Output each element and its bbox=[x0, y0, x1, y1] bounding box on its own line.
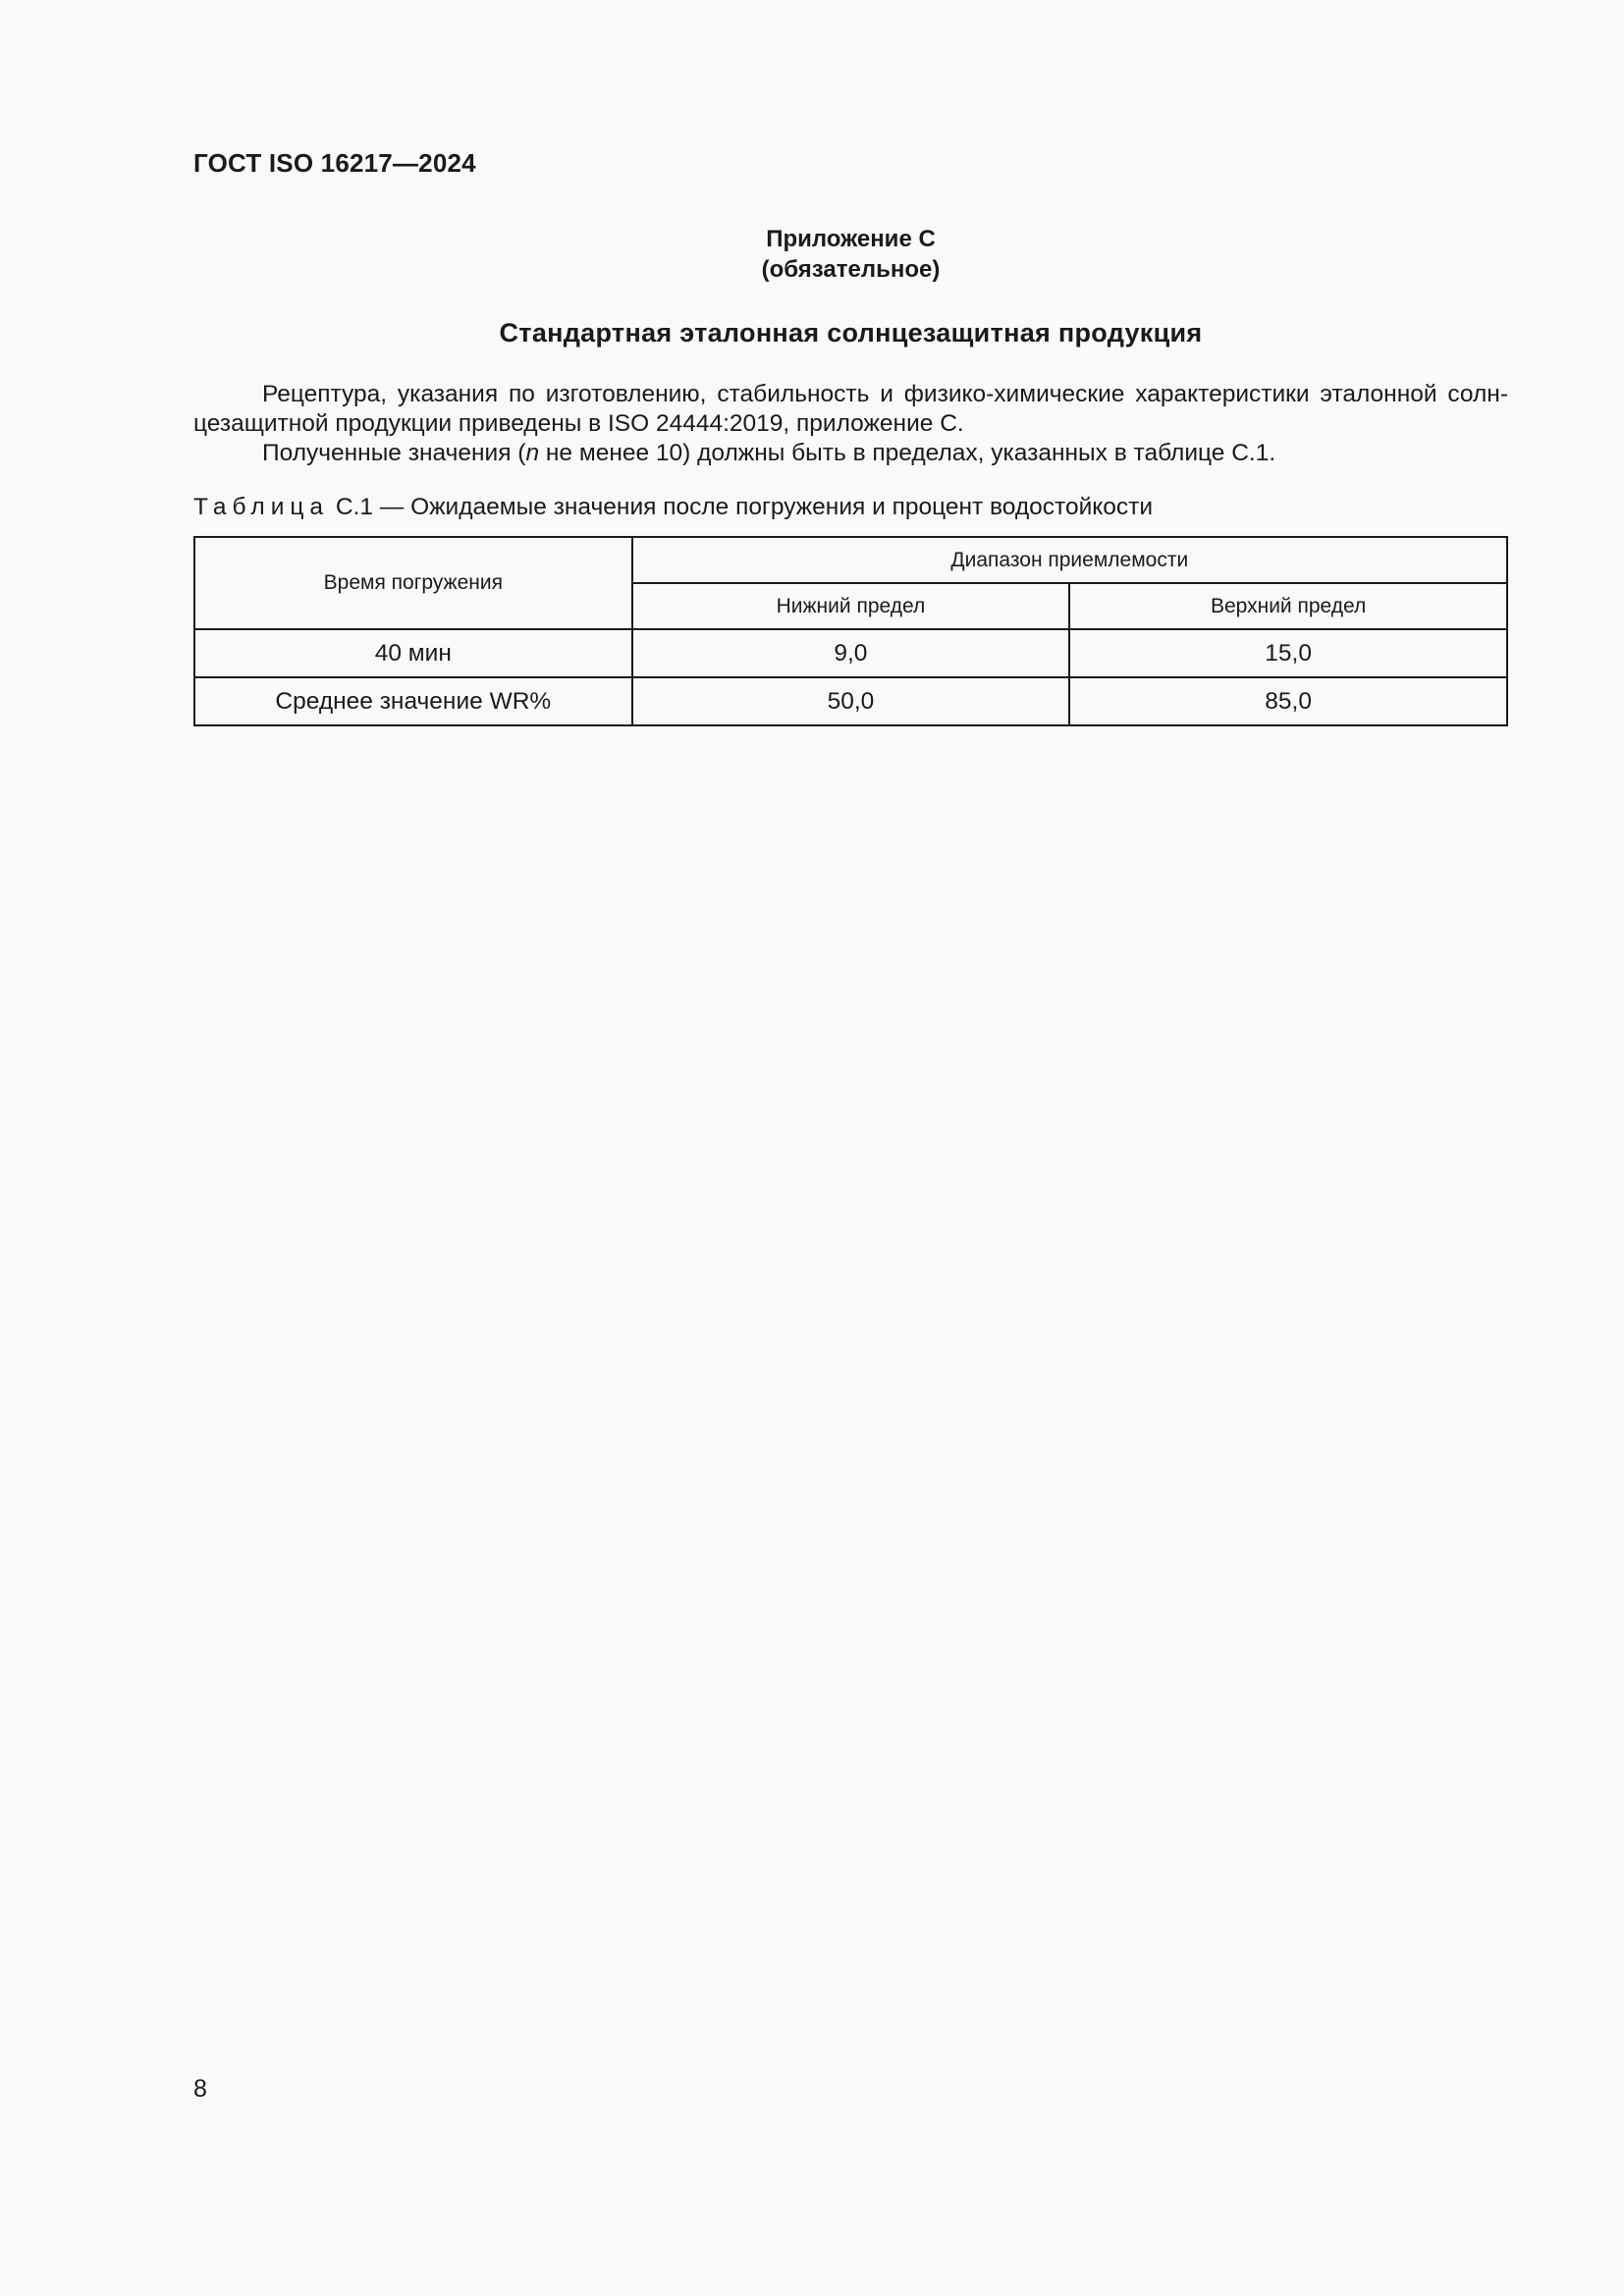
header-acceptance-range: Диапазон приемлемости bbox=[632, 537, 1507, 583]
paragraph-values bbox=[193, 439, 1508, 468]
paragraph-values-variable: n bbox=[525, 440, 540, 466]
acceptance-range-table bbox=[193, 536, 1508, 726]
table-row bbox=[194, 629, 1507, 677]
row-lower-value: 50,0 bbox=[632, 677, 1070, 725]
table-caption-text: С.1 — Ожидаемые значения после погружения и процент водостойкости bbox=[329, 494, 1154, 520]
appendix-title: Стандартная эталонная солнцезащитная продукция bbox=[499, 318, 1203, 347]
row-label: Среднее значение WR% bbox=[194, 677, 632, 725]
document-code-header: ГОСТ ISO 16217—2024 bbox=[193, 148, 476, 178]
paragraph-formulation: Рецептура, указания по изготовлению, стабильность и физико-химические характеристики эталонной солн-цезащитной продукции приведены в ISO 24444:2019, приложение С. bbox=[193, 381, 1508, 437]
header-lower-limit: Нижний предел bbox=[632, 583, 1070, 629]
appendix-name: Приложение С bbox=[766, 226, 936, 252]
table-caption-label: Таблица bbox=[193, 494, 330, 520]
paragraph-values-start: Полученные значения ( bbox=[262, 440, 526, 466]
row-lower-value: 9,0 bbox=[632, 629, 1070, 677]
row-label: 40 мин bbox=[194, 629, 632, 677]
row-upper-value: 15,0 bbox=[1069, 629, 1507, 677]
paragraph-values-end: не менее 10) должны быть в пределах, указанных в таблице С.1. bbox=[539, 440, 1276, 466]
header-upper-limit: Верхний предел bbox=[1069, 583, 1507, 629]
row-upper-value: 85,0 bbox=[1069, 677, 1507, 725]
page-number: 8 bbox=[193, 2075, 207, 2103]
header-immersion-time: Время погружения bbox=[194, 537, 632, 629]
table-header-row bbox=[194, 537, 1507, 583]
table-caption bbox=[193, 494, 1153, 521]
appendix-status: (обязательное) bbox=[761, 256, 941, 283]
table-row bbox=[194, 677, 1507, 725]
